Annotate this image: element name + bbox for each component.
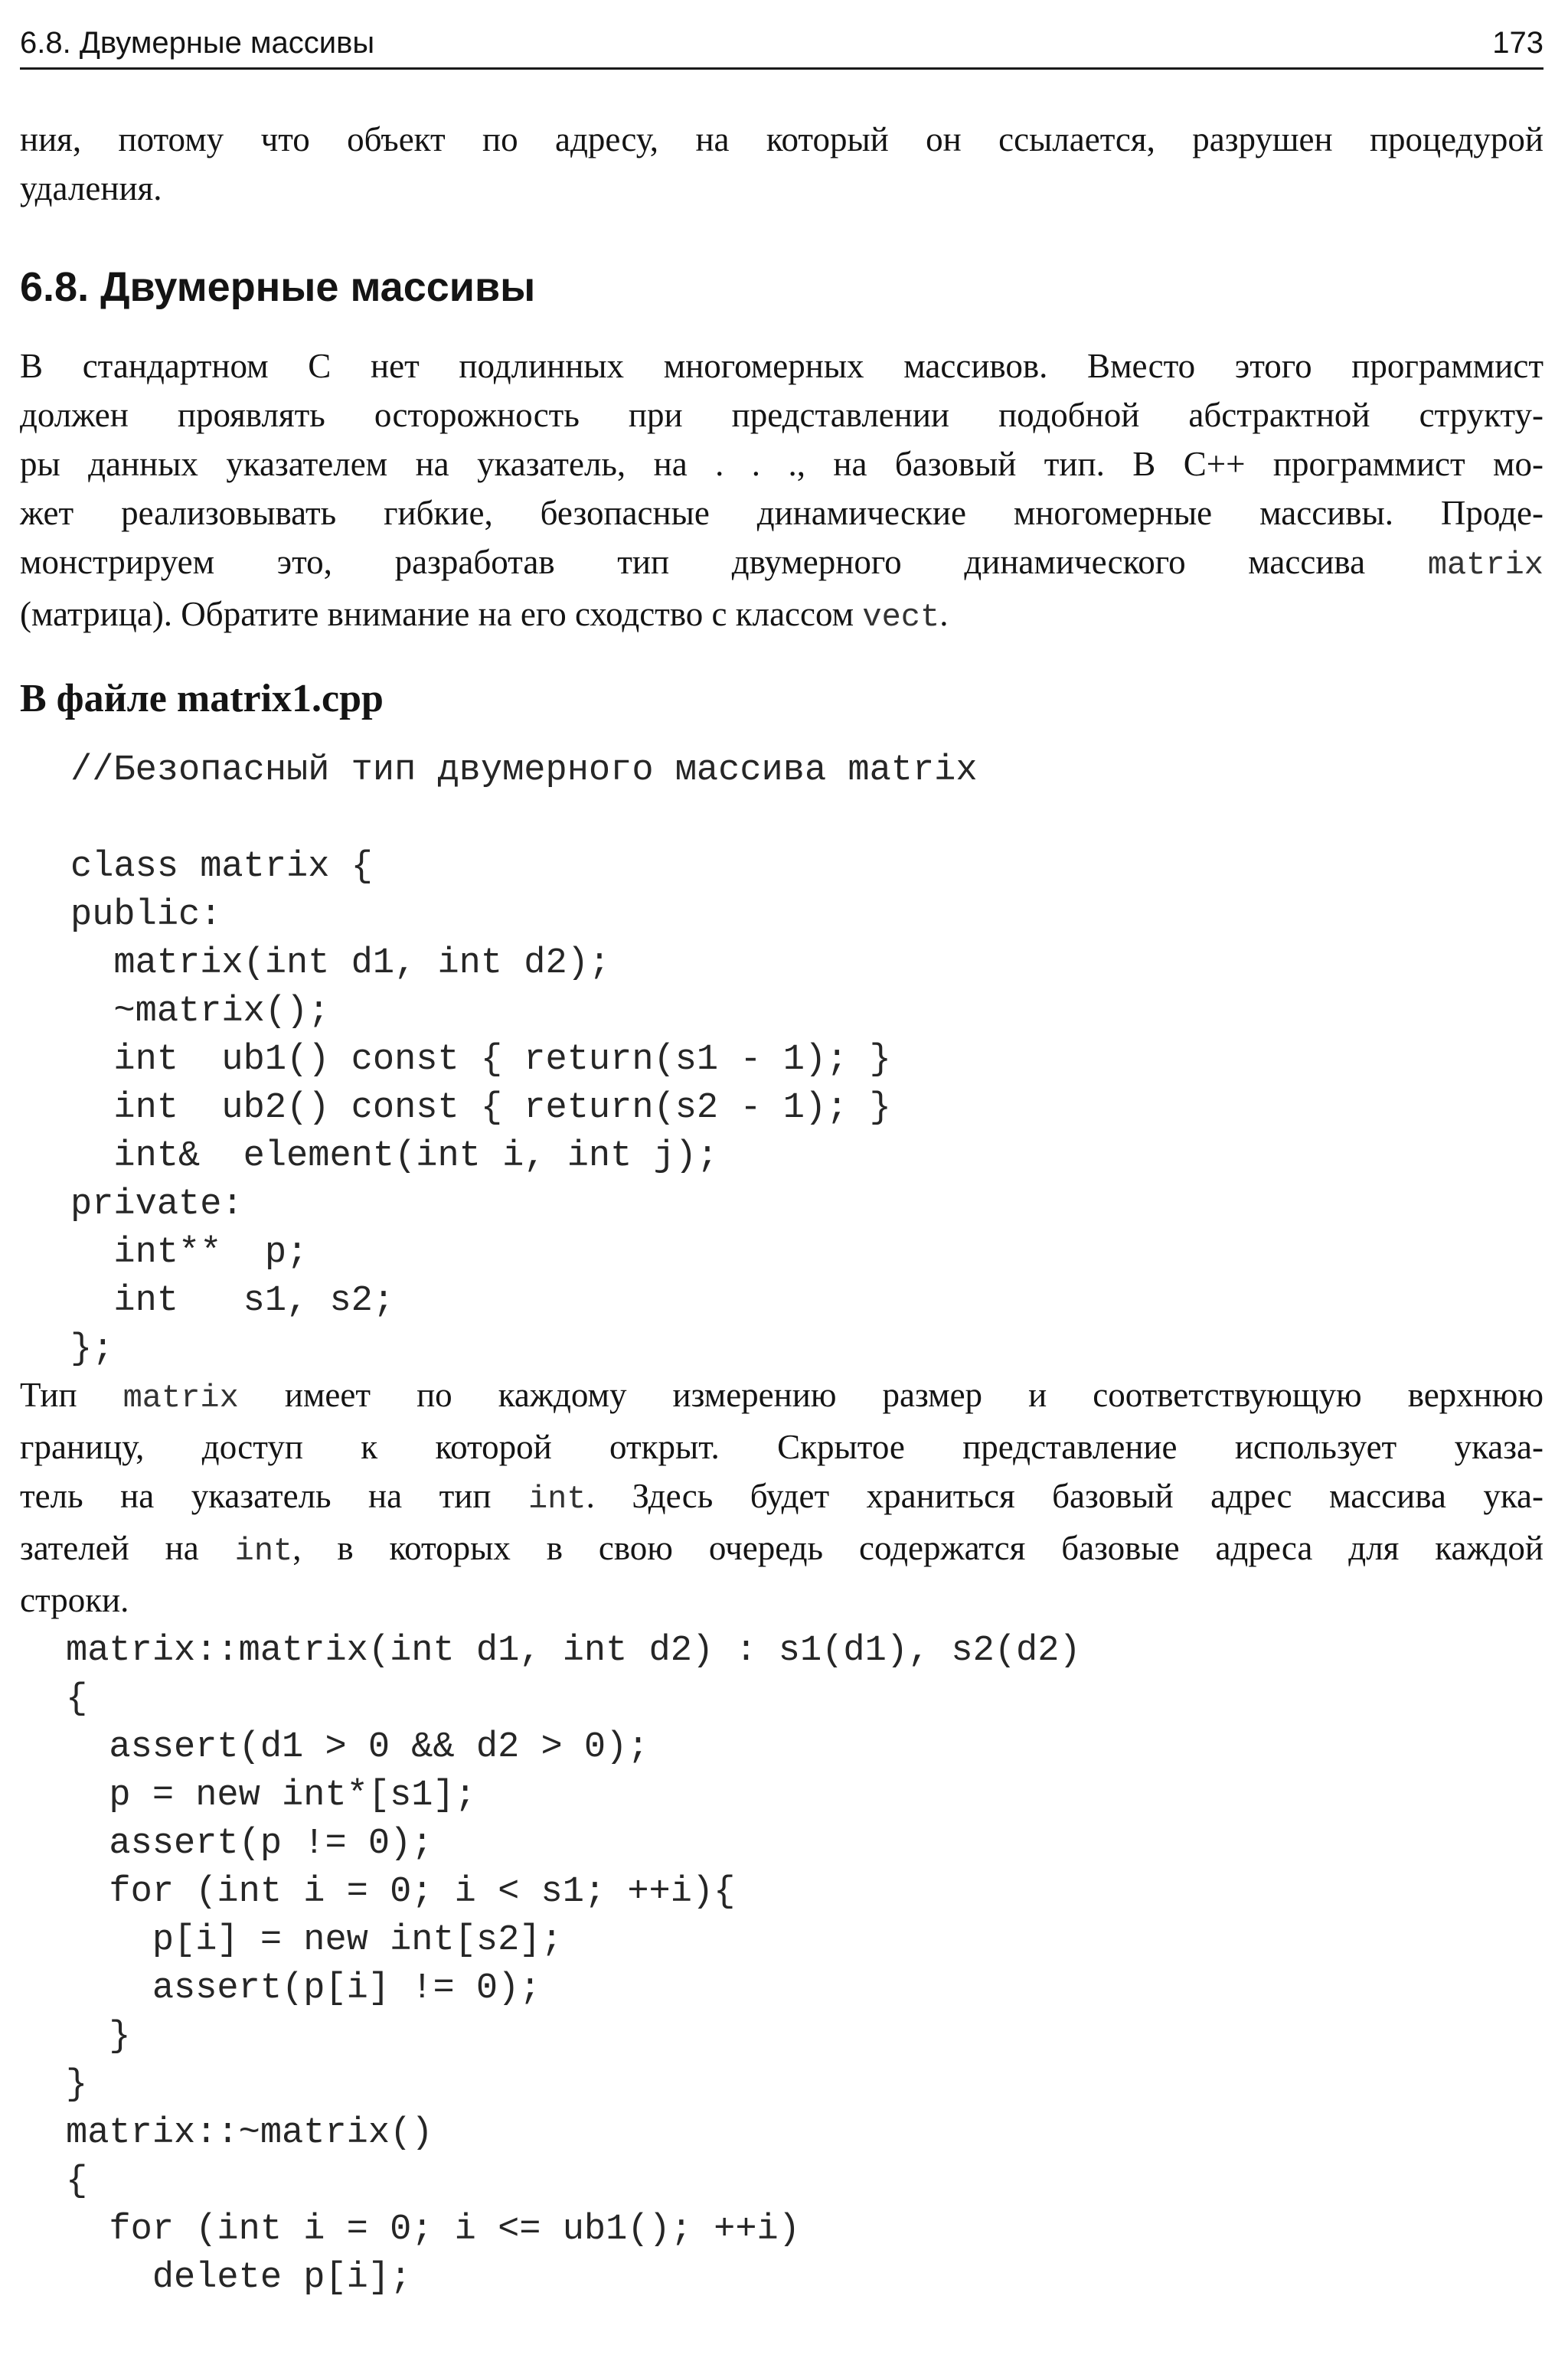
text-line (20, 590, 1544, 642)
text-line: удаления. (20, 169, 162, 207)
file-heading: В файле matrix1.cpp (20, 677, 384, 720)
code-line: }; (70, 1329, 114, 1370)
code-line: private: (70, 1184, 243, 1225)
code-line: assert(p != 0); (66, 1824, 433, 1864)
text-line: границу, доступ к которой открыт. Скрытое представление использует указа- (20, 1428, 1544, 1466)
code-line: } (66, 2017, 131, 2057)
code-line: assert(p[i] != 0); (66, 1968, 541, 2009)
code-line: matrix::matrix(int d1, int d2) : s1(d1), s2(d2) (66, 1631, 1081, 1671)
page-number: 173 (1492, 26, 1544, 60)
inline-code: matrix (1427, 547, 1544, 583)
code-line: ~matrix(); (70, 991, 330, 1032)
code-line (70, 795, 978, 843)
section-heading: 6.8. Двумерные массивы (20, 264, 536, 310)
intro-paragraph (20, 115, 1544, 213)
running-head-title: 6.8. Двумерные массивы (20, 26, 375, 60)
inline-code: matrix (122, 1380, 239, 1416)
code-line: p = new int*[s1]; (66, 1775, 476, 1816)
code-line: matrix(int d1, int d2); (70, 943, 611, 984)
text-line (20, 1471, 1544, 1524)
text-span: имеет по каждому измерению размер и соответствующую верхнюю (238, 1376, 1544, 1414)
code-line: int ub1() const { return(s1 - 1); } (70, 1040, 891, 1080)
text-span: монстрируем это, разработав тип двумерного динамического массива (20, 543, 1428, 581)
code-line: p[i] = new int[s2]; (66, 1920, 563, 1961)
code-line: } (66, 2065, 88, 2105)
code-line: delete p[i]; (66, 2258, 412, 2298)
inline-code: vect (862, 599, 940, 635)
code-line: public: (70, 895, 222, 936)
text-span: , в которых в свою очередь содержатся базовые адреса для каждой (292, 1529, 1544, 1567)
text-span: Тип (20, 1376, 123, 1414)
paragraph-matrix-description (20, 1370, 1544, 1625)
code-line: for (int i = 0; i <= ub1(); ++i) (66, 2209, 800, 2250)
code-line: { (66, 1679, 88, 1720)
text-line: строки. (20, 1581, 129, 1619)
code-line: { (66, 2161, 88, 2202)
text-span: тель на указатель на тип (20, 1477, 528, 1515)
text-span: (матрица). Обратите внимание на его сходство с классом (20, 595, 863, 633)
text-span: . (939, 595, 949, 633)
inline-code: int (528, 1481, 586, 1517)
text-span: . Здесь будет храниться базовый адрес массива ука- (586, 1477, 1544, 1515)
code-listing-class-matrix (70, 746, 978, 1373)
text-line: ры данных указателем на указатель, на . . ., на базовый тип. В С++ программист мо- (20, 445, 1544, 483)
inline-code: int (234, 1533, 293, 1569)
text-line: жет реализовывать гибкие, безопасные динамические многомерные массивы. Проде- (20, 494, 1544, 532)
code-line: int** p; (70, 1233, 309, 1273)
code-line: int s1, s2; (70, 1281, 395, 1321)
text-line: ния, потому что объект по адресу, на который он ссылается, разрушен процедурой (20, 120, 1544, 158)
text-line (20, 1370, 1544, 1422)
running-head (20, 21, 1544, 70)
text-line (20, 537, 1544, 590)
code-listing-constructor-destructor (66, 1627, 1081, 2302)
text-line: должен проявлять осторожность при представлении подобной абстрактной структу- (20, 396, 1544, 434)
code-line: class matrix { (70, 847, 373, 887)
code-line: assert(d1 > 0 && d2 > 0); (66, 1727, 649, 1768)
code-line: int ub2() const { return(s2 - 1); } (70, 1088, 891, 1128)
code-line: //Безопасный тип двумерного массива matrix (70, 750, 978, 791)
text-span: зателей на (20, 1529, 235, 1567)
paragraph-intro-arrays (20, 341, 1544, 642)
text-line (20, 1524, 1544, 1576)
code-line: int& element(int i, int j); (70, 1136, 719, 1177)
text-line: В стандартном С нет подлинных многомерных массивов. Вместо этого программист (20, 347, 1544, 385)
code-line: matrix::~matrix() (66, 2113, 433, 2154)
code-line: for (int i = 0; i < s1; ++i){ (66, 1872, 736, 1912)
